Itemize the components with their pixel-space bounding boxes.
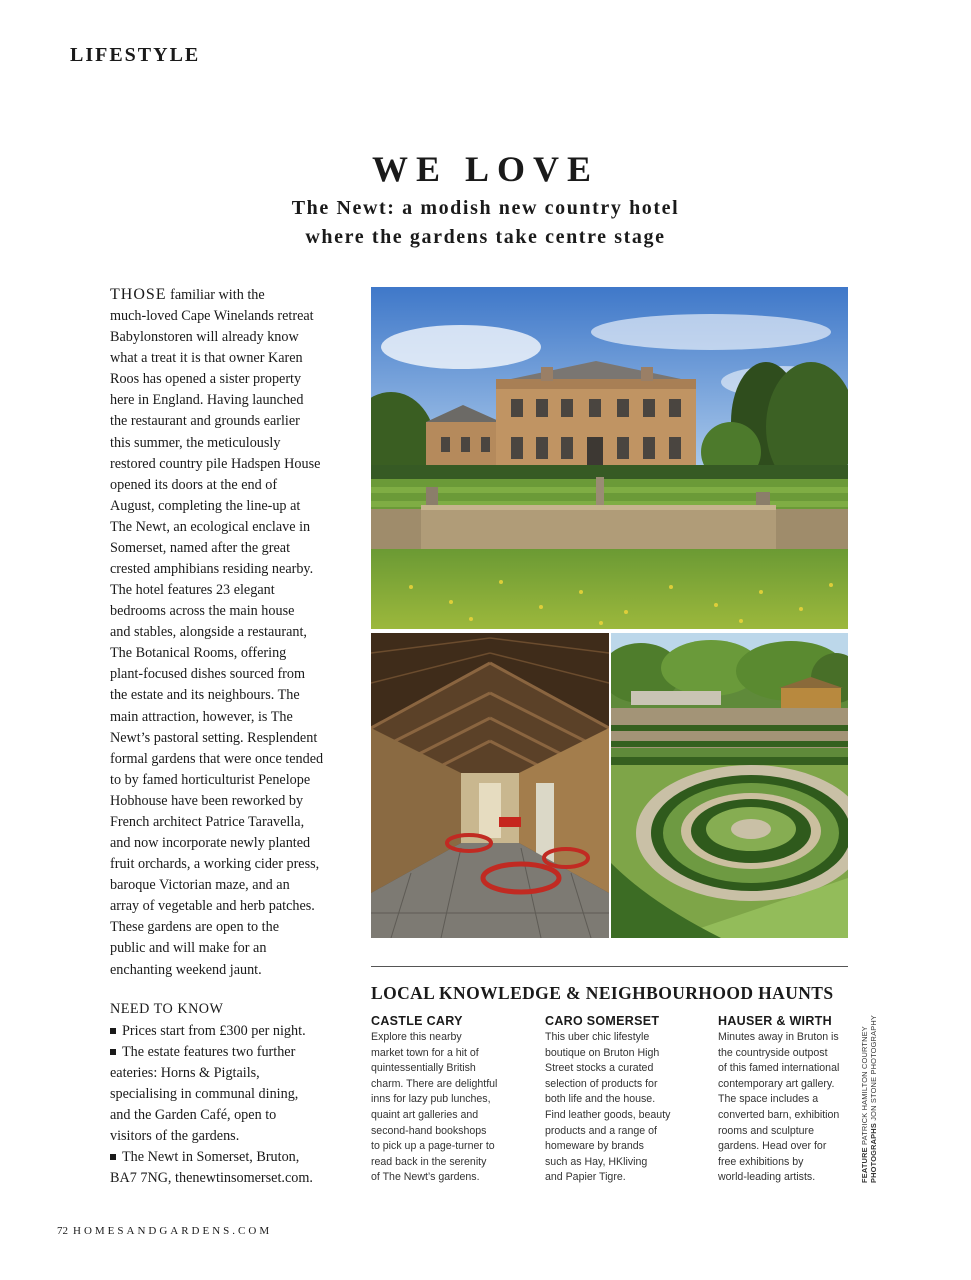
credit-name: PATRICK HAMILTON COURTNEY	[860, 1026, 869, 1145]
body-line: here in England. Having launched	[110, 392, 304, 409]
section-divider	[371, 966, 848, 967]
body-line: These gardens are open to the	[110, 919, 279, 936]
haunt-line: gardens. Head over for	[718, 1140, 827, 1153]
haunt-line: products and a range of	[545, 1124, 657, 1137]
bullet-icon	[110, 1028, 116, 1034]
haunt-body	[545, 1030, 695, 1186]
body-line-text: familiar with the	[166, 287, 265, 303]
credit-label: FEATURE	[860, 1147, 869, 1183]
body-line: public and will make for an	[110, 940, 267, 957]
haunt-line: Explore this nearby	[371, 1031, 462, 1043]
haunt-line: This uber chic lifestyle	[545, 1031, 650, 1043]
credit-label: PHOTOGRAPHS	[869, 1123, 878, 1183]
body-line: and stables, alongside a restaurant,	[110, 624, 307, 641]
haunt-line: boutique on Bruton High	[545, 1046, 660, 1059]
haunt-line: such as Hay, HKliving	[545, 1155, 648, 1168]
photo-credit	[860, 1013, 878, 1183]
haunt-caro-somerset	[545, 1014, 695, 1186]
body-line: Newt’s pastoral setting. Resplendent	[110, 729, 318, 746]
need-to-know-title: NEED TO KNOW	[110, 1001, 224, 1017]
haunt-line: The space includes a	[718, 1093, 819, 1106]
need-to-know-text: The estate features two further	[122, 1044, 296, 1060]
haunt-line: market town for a hit of	[371, 1046, 479, 1059]
need-to-know-line: BA7 7NG, thenewtinsomerset.com.	[110, 1170, 313, 1186]
body-line: this summer, the meticulously	[110, 434, 281, 451]
body-line: main attraction, however, is The	[110, 708, 293, 725]
body-line: bedrooms across the main house	[110, 603, 295, 620]
body-line: to by famed horticulturist Penelope	[110, 771, 311, 788]
body-line: Hobhouse have been reworked by	[110, 792, 304, 809]
standfirst	[200, 194, 771, 252]
need-to-know-line	[110, 1042, 342, 1063]
haunt-line: contemporary art gallery.	[718, 1077, 835, 1090]
haunt-line: second-hand bookshops	[371, 1124, 487, 1137]
need-to-know-line: eateries: Horns & Pigtails,	[110, 1065, 260, 1081]
body-line: The Botanical Rooms, offering	[110, 645, 287, 662]
photo-barn-interior	[371, 633, 609, 938]
haunt-line: Street stocks a curated	[545, 1062, 654, 1075]
body-line: what a treat it is that owner Karen	[110, 350, 303, 367]
body-line: fruit orchards, a working cider press,	[110, 856, 320, 873]
body-line: opened its doors at the end of	[110, 476, 278, 493]
credit-line	[860, 1013, 869, 1183]
haunt-line: charm. There are delightful	[371, 1077, 498, 1090]
need-to-know-line: and the Garden Café, open to	[110, 1107, 277, 1123]
haunt-body	[718, 1030, 868, 1186]
haunt-line: of this famed international	[718, 1062, 840, 1075]
body-line: crested amphibians residing nearby.	[110, 561, 314, 578]
body-line: August, completing the line-up at	[110, 497, 301, 514]
body-line: plant-focused dishes sourced from	[110, 666, 306, 683]
haunt-castle-cary	[371, 1014, 521, 1186]
body-line: restored country pile Hadspen House	[110, 455, 321, 472]
credit-line	[869, 1013, 878, 1183]
body-line: array of vegetable and herb patches.	[110, 898, 315, 915]
haunt-line: selection of products for	[545, 1077, 658, 1090]
bullet-icon	[110, 1049, 116, 1055]
body-line	[110, 284, 340, 306]
haunt-line: Find leather goods, beauty	[545, 1108, 671, 1121]
haunt-line: free exhibitions by	[718, 1155, 804, 1168]
need-to-know-line	[110, 1021, 342, 1042]
body-line: and now incorporate newly planted	[110, 835, 311, 852]
body-copy	[110, 284, 340, 981]
need-to-know-line: visitors of the gardens.	[110, 1128, 240, 1144]
standfirst-line: where the gardens take centre stage	[305, 226, 666, 248]
body-line: The Newt, an ecological enclave in	[110, 518, 311, 535]
need-to-know-text: The Newt in Somerset, Bruton,	[122, 1149, 300, 1165]
haunt-hauser-wirth	[718, 1014, 868, 1186]
haunt-line: inns for lazy pub lunches,	[371, 1093, 491, 1106]
haunt-line: rooms and sculpture	[718, 1124, 814, 1137]
body-line: the restaurant and grounds earlier	[110, 413, 300, 430]
body-line: Roos has opened a sister property	[110, 371, 302, 388]
haunt-title: HAUSER & WIRTH	[718, 1014, 832, 1028]
haunt-line: homeware by brands	[545, 1140, 644, 1153]
body-line: much-loved Cape Winelands retreat	[110, 308, 314, 325]
haunt-line: read back in the serenity	[371, 1155, 487, 1168]
photo-walled-garden	[611, 633, 848, 938]
need-to-know-line: specialising in communal dining,	[110, 1086, 299, 1102]
need-to-know-line	[110, 1147, 342, 1168]
standfirst-line: The Newt: a modish new country hotel	[291, 197, 680, 219]
haunt-title: CASTLE CARY	[371, 1014, 463, 1028]
haunt-line: of The Newt’s gardens.	[371, 1171, 480, 1184]
section-label: LIFESTYLE	[70, 44, 201, 66]
local-knowledge-heading: LOCAL KNOWLEDGE & NEIGHBOURHOOD HAUNTS	[371, 983, 834, 1003]
body-line: Somerset, named after the great	[110, 539, 291, 556]
body-line: Babylonstoren will already know	[110, 329, 299, 346]
page-folio	[57, 1225, 272, 1237]
website-url: HOMESANDGARDENS.COM	[73, 1225, 273, 1237]
haunt-line: to pick up a page-turner to	[371, 1140, 495, 1153]
haunt-line: quaint art galleries and	[371, 1108, 479, 1121]
haunt-line: Minutes away in Bruton is	[718, 1031, 839, 1043]
haunt-body	[371, 1030, 521, 1186]
body-line: French architect Patrice Taravella,	[110, 813, 305, 830]
body-line: formal gardens that were once tended	[110, 750, 324, 767]
body-line: baroque Victorian maze, and an	[110, 877, 290, 894]
photo-country-house	[371, 287, 848, 629]
haunt-line: the countryside outpost	[718, 1046, 828, 1059]
haunt-line: world-leading artists.	[718, 1171, 816, 1184]
body-line: The hotel features 23 elegant	[110, 582, 275, 599]
haunt-title: CARO SOMERSET	[545, 1014, 660, 1028]
bullet-icon	[110, 1154, 116, 1160]
body-dropword: THOSE	[110, 286, 167, 303]
headline: WE LOVE	[371, 149, 600, 189]
need-to-know	[110, 999, 342, 1189]
haunt-line: both life and the house.	[545, 1093, 656, 1106]
haunt-line: quintessentially British	[371, 1062, 476, 1075]
haunt-line: and Papier Tigre.	[545, 1171, 626, 1184]
haunt-line: converted barn, exhibition	[718, 1108, 840, 1121]
page-number: 72	[57, 1225, 68, 1237]
credit-name: JON STONE PHOTOGRAPHY	[869, 1014, 878, 1121]
body-line: the estate and its neighbours. The	[110, 687, 300, 704]
need-to-know-text: Prices start from £300 per night.	[122, 1023, 306, 1039]
body-line: enchanting weekend jaunt.	[110, 961, 262, 978]
